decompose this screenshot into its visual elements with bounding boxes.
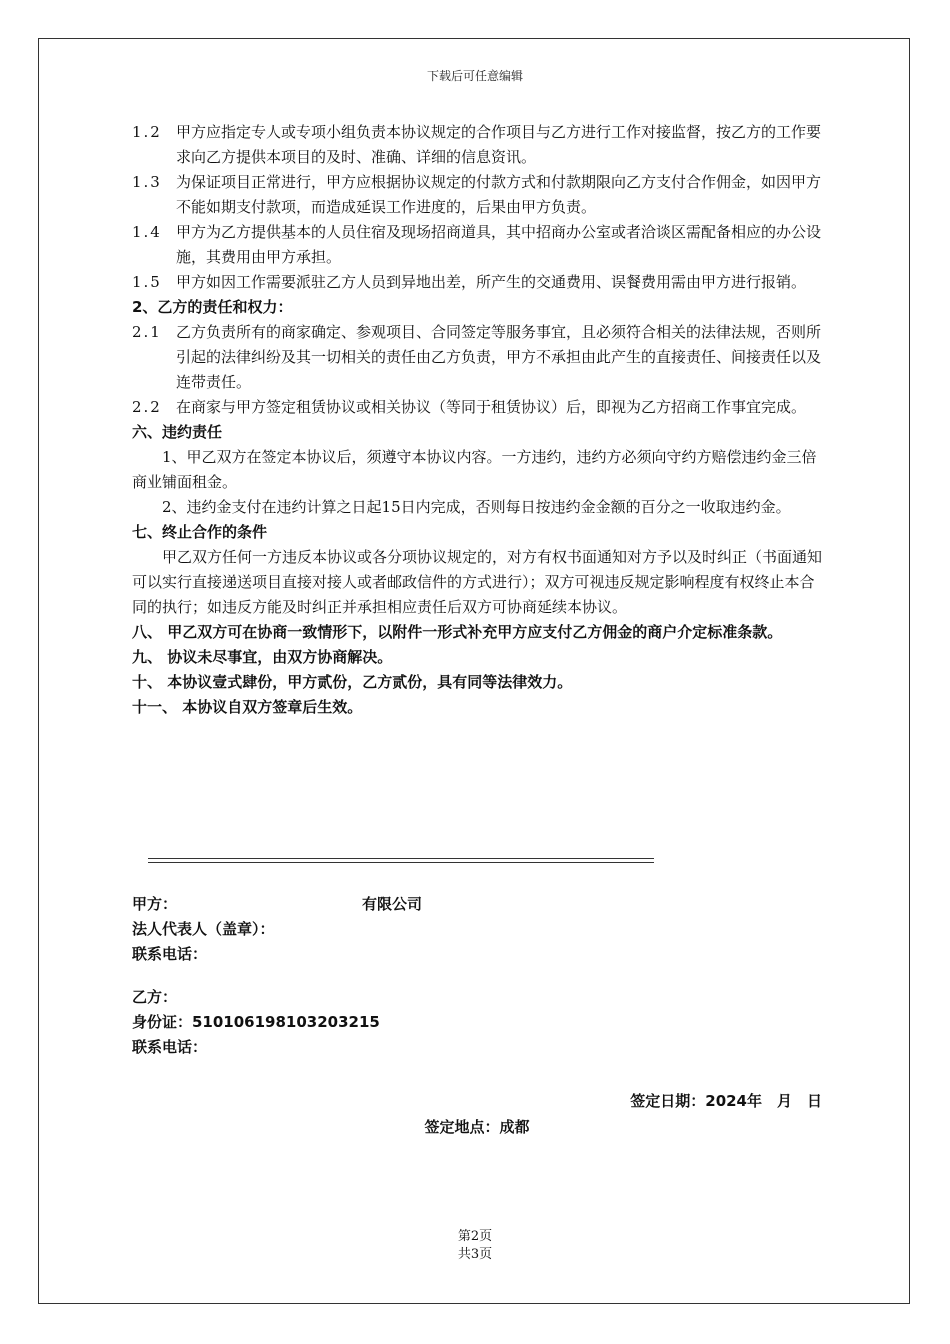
- clause-item: [132, 120, 822, 170]
- clause-text: 甲方应指定专人或专项小组负责本协议规定的合作项目与乙方进行工作对接监督，按乙方的工作要求向乙方提供本项目的及时、准确、详细的信息资讯。: [176, 123, 822, 166]
- header-note: 下载后可任意编辑: [426, 69, 523, 83]
- id-card-line: 身份证：510106198103203215: [132, 1013, 380, 1031]
- clause-item: [132, 395, 822, 420]
- party-a-label: 甲方：: [132, 895, 178, 913]
- clause-text: 为保证项目正常进行，甲方应根据协议规定的付款方式和付款期限向乙方支付合作佣金，如因甲方不能如期支付款项，而造成延误工作进度的，后果由甲方负责。: [176, 173, 822, 216]
- legal-rep-label: 法人代表人（盖章）：: [132, 920, 275, 938]
- paragraph: 2、违约金支付在违约计算之日起15日内完成，否则每日按违约金金额的百分之一收取违约金。: [162, 498, 791, 516]
- clause-text: 乙方负责所有的商家确定、参观项目、合同签定等服务事宜，且必须符合相关的法律法规，否则所引起的法律纠纷及其一切相关的责任由乙方负责，甲方不承担由此产生的直接责任、间接责任以及连带责任。: [176, 323, 822, 391]
- phone-a-label: 联系电话：: [132, 945, 208, 963]
- clause-text: 在商家与甲方签定租赁协议或相关协议（等同于租赁协议）后，即视为乙方招商工作事宜完成。: [176, 398, 807, 416]
- clause-item: [132, 270, 822, 295]
- clause-number: 1.5: [132, 273, 162, 291]
- party-a-line: [132, 892, 822, 917]
- clause-item: [132, 220, 822, 270]
- clause-heading: 十一、 本协议自双方签章后生效。: [132, 698, 363, 716]
- clause-number: 2.1: [132, 323, 162, 341]
- clause-number: 1.4: [132, 223, 162, 241]
- sign-place-row: [132, 1116, 822, 1141]
- signature-block: [132, 892, 822, 1060]
- clause-heading: 九、 协议未尽事宜，由双方协商解决。: [132, 648, 393, 666]
- page-number: 第2页: [457, 1229, 493, 1244]
- clause-number: 2.2: [132, 398, 162, 416]
- clause-item: [132, 170, 822, 220]
- page-total: 共3页: [457, 1247, 493, 1262]
- document-body: [132, 120, 822, 720]
- party-a-company: 有限公司: [362, 895, 423, 913]
- clause-number: 1.3: [132, 173, 162, 191]
- section-heading: 七、终止合作的条件: [132, 523, 268, 541]
- clause-number: 1.2: [132, 123, 162, 141]
- clause-heading: 十、 本协议壹式肆份，甲方贰份，乙方贰份，具有同等法律效力。: [132, 673, 573, 691]
- sign-date-row: [132, 1090, 822, 1115]
- party-b-label: 乙方：: [132, 988, 178, 1006]
- clause-heading: 八、 甲乙双方可在协商一致情形下，以附件一形式补充甲方应支付乙方佣金的商户介定标准条款。: [132, 623, 783, 641]
- clause-text: 甲方如因工作需要派驻乙方人员到异地出差，所产生的交通费用、误餐费用需由甲方进行报销。: [176, 273, 807, 291]
- sign-date: 签定日期：2024年 月 日: [630, 1092, 822, 1110]
- sign-place: 签定地点：成都: [424, 1118, 530, 1136]
- paragraph: 甲乙双方任何一方违反本协议或各分项协议规定的，对方有权书面通知对方予以及时纠正（书面通知可以实行直接递送项目直接对接人或者邮政信件的方式进行）；双方可视违反规定影响程度有权终止本合同的执行；如违反方能及时纠正并承担相应责任后双方可协商延续本协议。: [132, 548, 823, 616]
- double-rule-divider: [148, 858, 654, 863]
- spacer: [132, 967, 822, 985]
- phone-b-label: 联系电话：: [132, 1038, 208, 1056]
- section-heading: 2、乙方的责任和权力：: [132, 298, 293, 316]
- section-heading: 六、违约责任: [132, 423, 223, 441]
- paragraph: 1、甲乙双方在签定本协议后，须遵守本协议内容。一方违约，违约方必须向守约方赔偿违约金三倍商业铺面租金。: [132, 448, 817, 491]
- clause-item: [132, 320, 822, 395]
- clause-text: 甲方为乙方提供基本的人员住宿及现场招商道具，其中招商办公室或者洽谈区需配备相应的办公设施，其费用由甲方承担。: [176, 223, 822, 266]
